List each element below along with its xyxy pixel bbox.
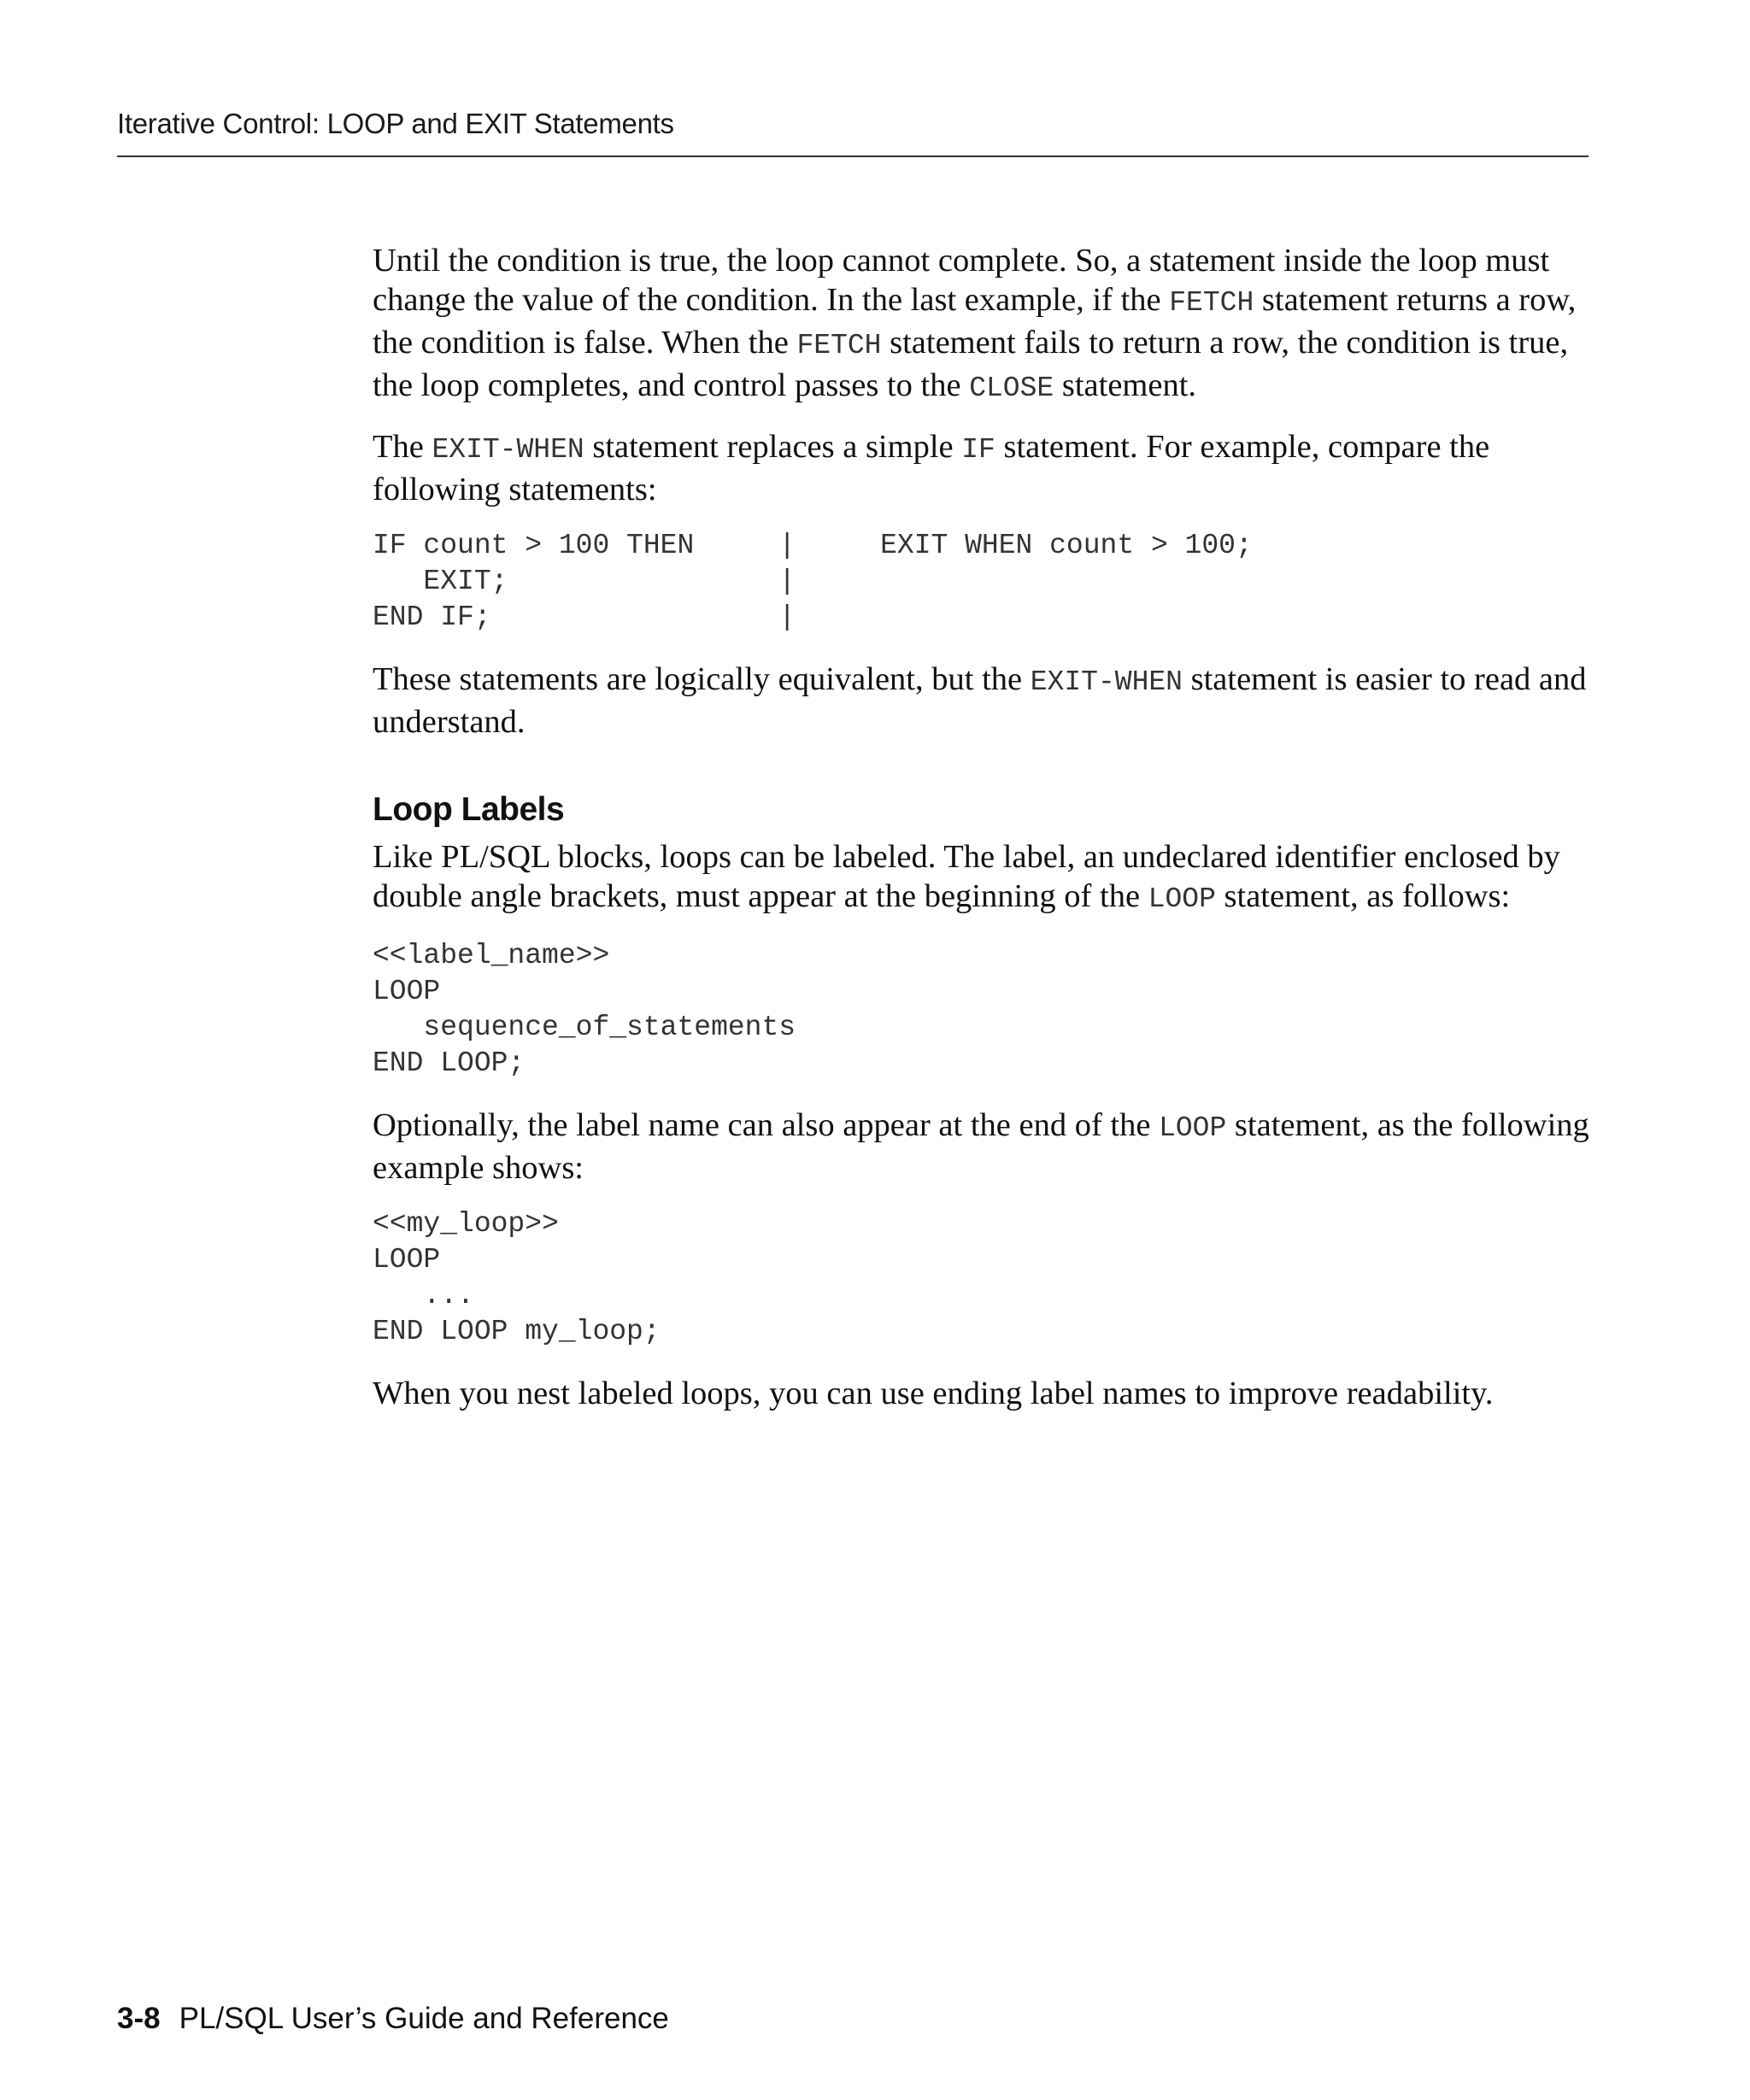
- code-keyword: LOOP: [1148, 883, 1216, 915]
- header-rule: [117, 155, 1589, 157]
- text-run: statement replaces a simple: [584, 429, 962, 465]
- text-run: Optionally, the label name can also appear at the end of the: [373, 1107, 1160, 1143]
- text-run: These statements are logically equivalent, but the: [373, 661, 1031, 697]
- page-number: 3-8: [117, 2002, 161, 2035]
- code-keyword: LOOP: [1159, 1112, 1227, 1144]
- code-example-label-syntax: <<label_name>> LOOP sequence_of_statements END LOOP;: [373, 940, 796, 1079]
- paragraph-nested-loops: When you nest labeled loops, you can use ending label names to improve readability.: [373, 1376, 1494, 1411]
- section-heading: Loop Labels: [373, 791, 565, 828]
- text-run: Like PL/SQL blocks, loops can be labeled. The label, an undeclared identifier enclosed by double angle brackets, must appear at the beginning of the: [373, 839, 1560, 914]
- code-keyword: CLOSE: [969, 372, 1054, 404]
- text-run: statement, as the following example shows:: [373, 1107, 1589, 1186]
- page-body: [373, 241, 1594, 1432]
- code-example-my-loop: <<my_loop>> LOOP ... END LOOP my_loop;: [373, 1208, 661, 1347]
- paragraph-exit-when: [373, 427, 1594, 509]
- text-run: statement returns a row, the condition is false. When the: [373, 282, 1577, 361]
- code-example-comparison: IF count > 100 THEN | EXIT WHEN count > 100; EXIT; | END IF; |: [373, 530, 1253, 633]
- text-run: Until the condition is true, the loop cannot complete. So, a statement inside the loop must change the value of the condition. In the last example, if the: [373, 243, 1550, 318]
- text-run: statement fails to return a row, the condition is true, the loop completes, and control passes to the: [373, 325, 1569, 403]
- book-title: PL/SQL User’s Guide and Reference: [179, 2002, 669, 2035]
- paragraph-loop-condition: [373, 241, 1594, 408]
- code-keyword: EXIT-WHEN: [1030, 666, 1183, 698]
- code-keyword: FETCH: [1169, 287, 1254, 319]
- paragraph-ending-label: [373, 1106, 1594, 1188]
- text-run: statement. For example, compare the following statements:: [373, 429, 1490, 507]
- text-run: The: [373, 429, 432, 465]
- page-footer: [117, 2002, 669, 2036]
- text-run: statement.: [1054, 367, 1197, 403]
- text-run: statement is easier to read and understand.: [373, 661, 1587, 740]
- paragraph-loop-labels: [373, 837, 1594, 919]
- code-keyword: FETCH: [796, 330, 882, 361]
- text-run: statement, as follows:: [1215, 878, 1511, 914]
- paragraph-equivalent: [373, 660, 1594, 742]
- running-header: Iterative Control: LOOP and EXIT Statements: [117, 108, 674, 139]
- code-keyword: IF: [961, 434, 995, 466]
- code-keyword: EXIT-WHEN: [432, 434, 584, 466]
